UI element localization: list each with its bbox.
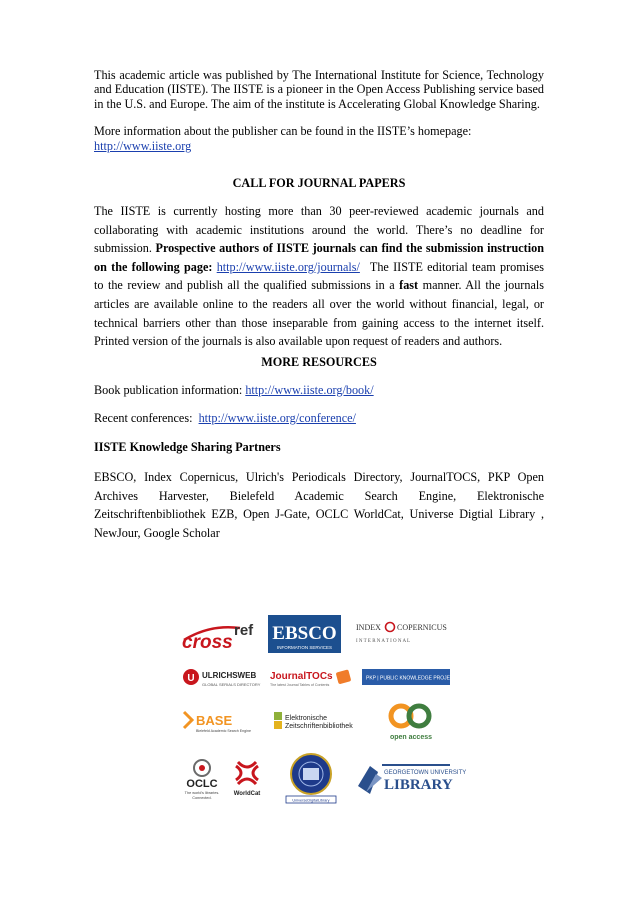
journaltocs-logo xyxy=(270,667,352,689)
cfp-text-3: manner. All the journals articles are available online to the readers all over the world without financial, legal, or technical barriers other than those inseparable from gaining access to the internet itself. Printed version of the journals is also available upon request of readers and authors. xyxy=(94,278,544,349)
open-access-logo xyxy=(386,702,436,742)
publisher-info-paragraph xyxy=(94,124,544,153)
pkp-logo xyxy=(362,669,457,685)
cfp-text-1: The IISTE is currently hosting more than 30 peer-reviewed academic journals and collaborating with academic institutions around the world. There’s no deadline for submission. xyxy=(94,204,544,256)
homepage-link[interactable]: http://www.iiste.org xyxy=(94,138,192,153)
oclc-sub-1: The world's libraries. xyxy=(184,791,220,795)
conference-line xyxy=(94,411,544,425)
base-text: BASE xyxy=(196,713,233,728)
worldcat-text: WorldCat xyxy=(233,791,261,797)
universe-text: UniverseDigitalLibrary xyxy=(292,798,330,803)
svg-text:U: U xyxy=(187,673,195,684)
ezb-text-1: Elektronische xyxy=(285,715,328,722)
oclc-text: OCLC xyxy=(186,778,218,790)
index-copernicus-logo xyxy=(356,620,462,644)
ezb-text-2: Zeitschriftenbibliothek xyxy=(285,723,353,730)
call-for-papers-paragraph xyxy=(94,202,544,351)
cfp-bold-instruction: Prospective authors of IISTE journals can find the submission instruction on the following page: xyxy=(94,241,544,274)
crossref-text-cross: cross xyxy=(182,632,233,653)
index-copernicus-text-a: INDEX xyxy=(356,623,381,632)
crossref-text-ref: ref xyxy=(234,622,254,639)
partners-list: EBSCO, Index Copernicus, Ulrich's Periodicals Directory, JournalTOCS, PKP Open Archives Harvester, Bielefeld Academic Search Engine, Elektronische Zeitschriftenbibliothek EZB, Open J-Gate, OCLC WorldCat, Universe Digtial Library , NewJour, Google Scholar xyxy=(94,470,544,540)
intro-paragraph: This academic article was published by The International Institute for Science, Technology and Education (IISTE). The IISTE is a pioneer in the Open Access Publishing service based in the U.S. and Europe. The aim of the institute is Accelerating Global Knowledge Sharing. xyxy=(94,68,544,111)
pkp-text: PKP | PUBLIC KNOWLEDGE PROJECT xyxy=(366,675,457,682)
crossref-logo xyxy=(180,618,266,652)
call-for-papers-heading: CALL FOR JOURNAL PAPERS xyxy=(232,176,406,191)
open-access-text: open access xyxy=(389,734,433,741)
ebsco-logo xyxy=(268,615,341,653)
oclc-logo xyxy=(180,757,230,803)
ulrichsweb-text: ULRICHSWEB xyxy=(202,671,257,680)
cfp-bold-fast: fast xyxy=(399,278,419,293)
book-info-label: Book publication information: xyxy=(94,382,243,397)
journaltocs-sub: The latest Journal Tables of Contents xyxy=(270,683,330,687)
publisher-info-text: More information about the publisher can be found in the IISTE’s homepage: xyxy=(94,124,472,139)
universe-digital-library-logo xyxy=(284,752,338,804)
georgetown-text-1: GEORGETOWN UNIVERSITY xyxy=(384,770,467,776)
ebsco-text: EBSCO xyxy=(272,623,337,644)
cfp-text-2: The IISTE editorial team promises to the review and publish all the qualified submissions in a xyxy=(94,259,544,293)
index-copernicus-text-b: COPERNICUS xyxy=(397,623,447,632)
oclc-sub-2: Connected. xyxy=(192,796,212,800)
index-copernicus-sub: I N T E R N A T I O N A L xyxy=(356,639,411,644)
book-link[interactable]: http://www.iiste.org/book/ xyxy=(245,382,374,397)
book-info-line xyxy=(94,383,544,397)
conference-link[interactable]: http://www.iiste.org/conference/ xyxy=(198,411,356,426)
worldcat-logo xyxy=(232,758,262,798)
base-logo xyxy=(182,708,262,734)
journaltocs-text: JournalTOCs xyxy=(270,671,333,682)
journals-link[interactable]: http://www.iiste.org/journals/ xyxy=(216,259,360,274)
base-sub: Bielefeld Academic Search Engine xyxy=(196,729,251,733)
ulrichsweb-logo xyxy=(183,667,269,689)
conference-label: Recent conferences: xyxy=(94,411,193,426)
ulrichsweb-sub: GLOBAL SERIALS DIRECTORY xyxy=(202,682,261,687)
more-resources-heading: MORE RESOURCES xyxy=(261,354,377,369)
georgetown-library-logo xyxy=(356,756,467,800)
ebsco-sub: INFORMATION SERVICES xyxy=(276,645,333,650)
article-page xyxy=(94,68,544,542)
georgetown-text-2: LIBRARY xyxy=(384,777,453,793)
ezb-logo xyxy=(274,710,358,732)
partners-heading: IISTE Knowledge Sharing Partners xyxy=(94,439,281,454)
